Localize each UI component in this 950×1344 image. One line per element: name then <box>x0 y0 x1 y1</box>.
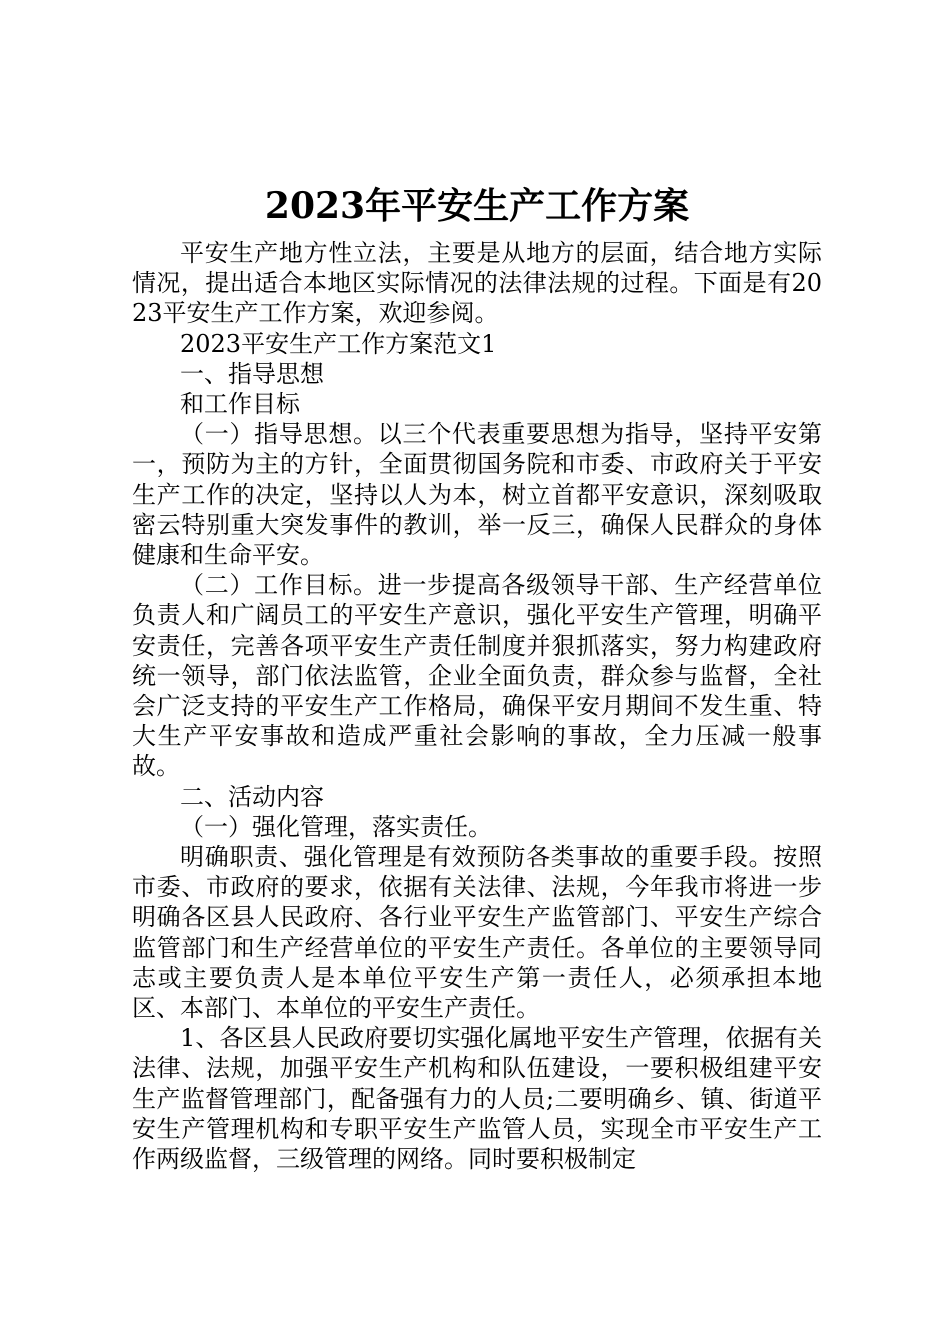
section-heading-1: 一、指导思想 <box>180 359 324 388</box>
responsibility-paragraph: 明确职责、强化管理是有效预防各类事故的重要手段。按照市委、市政府的要求，依据有关法律、法规，今年我市将进一步明确各区县人民政府、各行业平安生产监管部门、平安生产综合监管部门和生产经营单位的平安生产责任。各单位的主要领导同志或主要负责人是本单位平安生产第一责任人，必须承担本地区、本部门、本单位的平安生产责任。 <box>132 843 822 1023</box>
document-title: 2023年平安生产工作方案 <box>264 185 690 227</box>
district-government-paragraph: 1、各区县人民政府要切实强化属地平安生产管理，依据有关法律、法规，加强平安生产机构和队伍建设，一要积极组建平安生产监督管理部门，配备强有力的人员;二要明确乡、镇、街道平安生产管理机构和专职平安生产监管人员，实现全市平安生产工作两级监督，三级管理的网络。同时要积极制定 <box>132 1024 822 1174</box>
guiding-thought-paragraph: （一）指导思想。以三个代表重要思想为指导，坚持平安第一，预防为主的方针，全面贯彻国务院和市委、市政府关于平安生产工作的决定，坚持以人为本，树立首都平安意识，深刻吸取密云特别重大突发事件的教训，举一反三，确保人民群众的身体健康和生命平安。 <box>132 420 822 570</box>
subtitle-line: 2023平安生产工作方案范文1 <box>180 329 497 358</box>
intro-paragraph: 平安生产地方性立法，主要是从地方的层面，结合地方实际情况，提出适合本地区实际情况的法律法规的过程。下面是有2023平安生产工作方案，欢迎参阅。 <box>132 239 822 328</box>
section-heading-2: 二、活动内容 <box>180 782 324 811</box>
section-heading-1-cont: 和工作目标 <box>180 390 300 419</box>
document-page <box>132 182 822 1174</box>
work-goal-paragraph: （二）工作目标。进一步提高各级领导干部、生产经营单位负责人和广阔员工的平安生产意识，强化平安生产管理，明确平安责任，完善各项平安生产责任制度并狠抓落实，努力构建政府统一领导，部门依法监管，企业全面负责，群众参与监督，全社会广泛支持的平安生产工作格局，确保平安月期间不发生重、特大生产平安事故和造成严重社会影响的事故，全力压减一般事故。 <box>132 571 822 781</box>
subsection-heading-1: （一）强化管理，落实责任。 <box>180 812 492 841</box>
